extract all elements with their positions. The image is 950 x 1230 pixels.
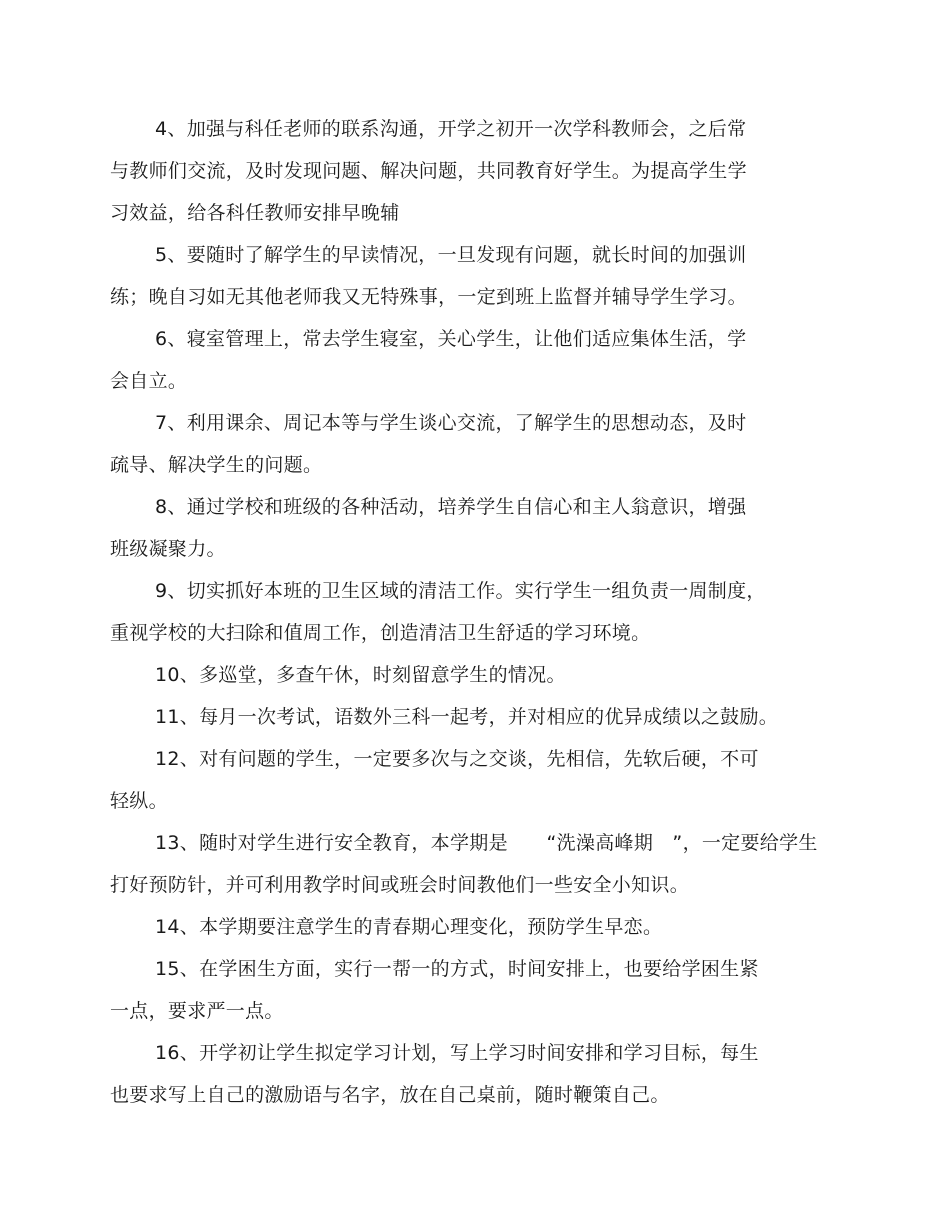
paragraph-5-line-1: 5、要随时了解学生的早读情况，一旦发现有问题，就长时间的加强训 — [155, 244, 747, 266]
paragraph-15-line-2: 一点，要求严一点。 — [110, 1000, 284, 1022]
paragraph-10-line-1: 10、多巡堂，多查午休，时刻留意学生的情况。 — [155, 664, 566, 686]
paragraph-12-line-2: 轻纵。 — [110, 790, 168, 812]
paragraph-16-line-2: 也要求写上自己的激励语与名字，放在自己桌前，随时鞭策自己。 — [110, 1084, 670, 1106]
paragraph-14-line-1: 14、本学期要注意学生的青春期心理变化，预防学生早恋。 — [155, 916, 663, 938]
paragraph-11-line-1: 11、每月一次考试，语数外三科一起考，并对相应的优异成绩以之鼓励。 — [155, 706, 779, 728]
paragraph-7-line-2: 疏导、解决学生的问题。 — [110, 454, 323, 476]
paragraph-9-line-1: 9、切实抓好本班的卫生区域的清洁工作。实行学生一组负责一周制度， — [155, 580, 766, 602]
paragraph-4-line-3: 习效益，给各科任教师安排早晚辅 — [110, 202, 400, 224]
paragraph-8-line-1: 8、通过学校和班级的各种活动，培养学生自信心和主人翁意识，增强 — [155, 496, 747, 518]
paragraph-12-line-1: 12、对有问题的学生，一定要多次与之交谈，先相信，先软后硬，不可 — [155, 748, 759, 770]
paragraph-5-line-2: 练；晚自习如无其他老师我又无特殊事，一定到班上监督并辅导学生学习。 — [110, 286, 747, 308]
paragraph-13-line-1: 13、随时对学生进行安全教育，本学期是 “洗澡高峰期 ”，一定要给学生 — [155, 832, 818, 854]
paragraph-4-line-2: 与教师们交流，及时发现问题、解决问题，共同教育好学生。为提高学生学 — [110, 160, 747, 182]
paragraph-7-line-1: 7、利用课余、周记本等与学生谈心交流，了解学生的思想动态，及时 — [155, 412, 747, 434]
paragraph-9-line-2: 重视学校的大扫除和值周工作，创造清洁卫生舒适的学习环境。 — [110, 622, 651, 644]
paragraph-13-line-2: 打好预防针，并可利用教学时间或班会时间教他们一些安全小知识。 — [110, 874, 690, 896]
paragraph-6-line-2: 会自立。 — [110, 370, 188, 392]
paragraph-15-line-1: 15、在学困生方面，实行一帮一的方式，时间安排上，也要给学困生紧 — [155, 958, 759, 980]
paragraph-6-line-1: 6、寝室管理上，常去学生寝室，关心学生，让他们适应集体生活，学 — [155, 328, 747, 350]
paragraph-8-line-2: 班级凝聚力。 — [110, 538, 226, 560]
paragraph-4-line-1: 4、加强与科任老师的联系沟通，开学之初开一次学科教师会，之后常 — [155, 118, 747, 140]
paragraph-16-line-1: 16、开学初让学生拟定学习计划，写上学习时间安排和学习目标，每生 — [155, 1042, 759, 1064]
